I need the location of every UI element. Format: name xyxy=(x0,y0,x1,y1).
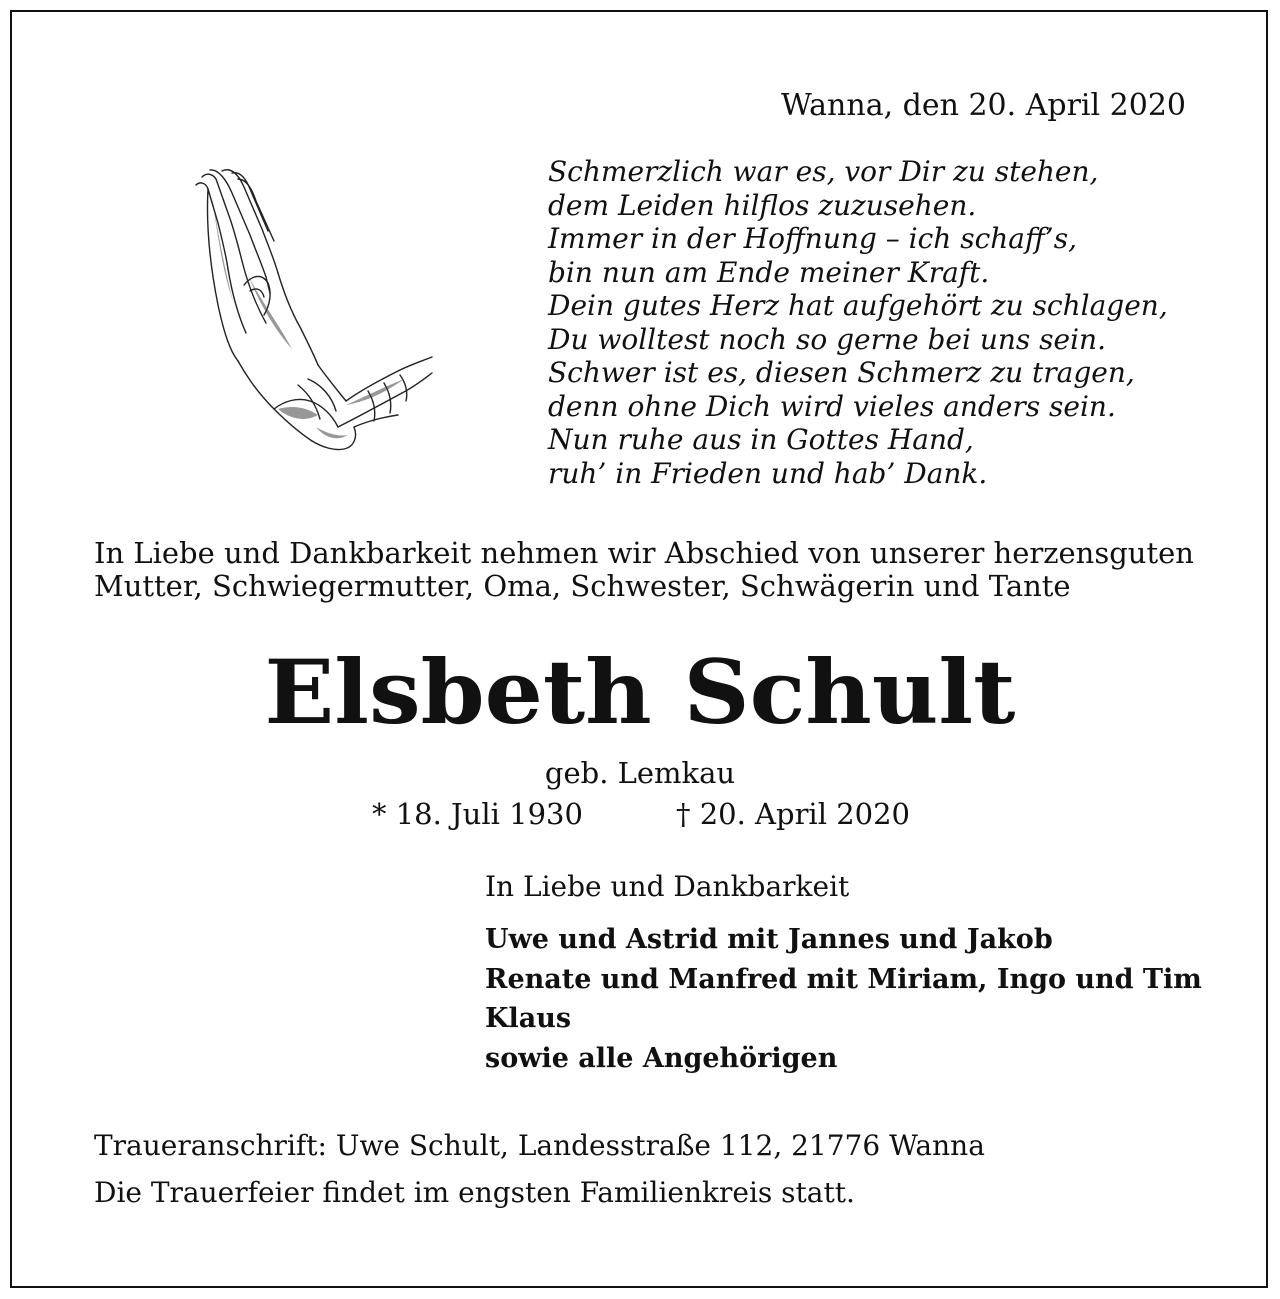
funeral-note: Die Trauerfeier findet im engsten Familienkreis statt. xyxy=(94,1176,855,1209)
birth-date: * 18. Juli 1930 xyxy=(372,797,583,831)
poem-line: bin nun am Ende meiner Kraft. xyxy=(548,255,990,289)
poem-line: Du wolltest noch so gerne bei uns sein. xyxy=(548,322,1106,356)
poem-line: Schwer ist es, diesen Schmerz zu tragen, xyxy=(548,356,1135,389)
poem-line: ruh’ in Frieden und hab’ Dank. xyxy=(548,456,988,490)
poem-line: Immer in der Hoffnung – ich schaff’s, xyxy=(548,222,1077,255)
maiden-name: geb. Lemkau xyxy=(544,756,736,790)
mourner-line: Klaus xyxy=(485,1003,572,1034)
death-date: † 20. April 2020 xyxy=(676,797,910,831)
praying-hands-icon xyxy=(188,165,434,457)
intro-line: In Liebe und Dankbarkeit nehmen wir Abschied von unserer herzensguten xyxy=(94,536,1194,570)
poem-line: denn ohne Dich wird vieles anders sein. xyxy=(548,389,1116,423)
poem-line: Schmerzlich war es, vor Dir zu stehen, xyxy=(548,155,1099,188)
poem xyxy=(548,155,1168,490)
mourning-address: Traueranschrift: Uwe Schult, Landesstraße 112, 21776 Wanna xyxy=(94,1129,985,1162)
footer xyxy=(94,1122,985,1216)
mourners-heading: In Liebe und Dankbarkeit xyxy=(485,870,850,903)
mourner-line: Renate und Manfred mit Miriam, Ingo und Tim xyxy=(485,963,1202,995)
mourner-line: Uwe und Astrid mit Jannes und Jakob xyxy=(485,924,1053,955)
poem-line: Dein gutes Herz hat aufgehört zu schlagen, xyxy=(548,289,1168,322)
intro-text xyxy=(94,537,1194,603)
place-date: Wanna, den 20. April 2020 xyxy=(780,88,1186,123)
intro-line: Mutter, Schwiegermutter, Oma, Schwester, Schwägerin und Tante xyxy=(94,569,1071,603)
poem-line: dem Leiden hilflos zuzusehen. xyxy=(548,188,977,222)
mourners-list xyxy=(485,920,1202,1078)
poem-line: Nun ruhe aus in Gottes Hand, xyxy=(548,423,974,456)
mourner-line: sowie alle Angehörigen xyxy=(485,1042,838,1074)
deceased-name: Elsbeth Schult xyxy=(264,640,1016,744)
